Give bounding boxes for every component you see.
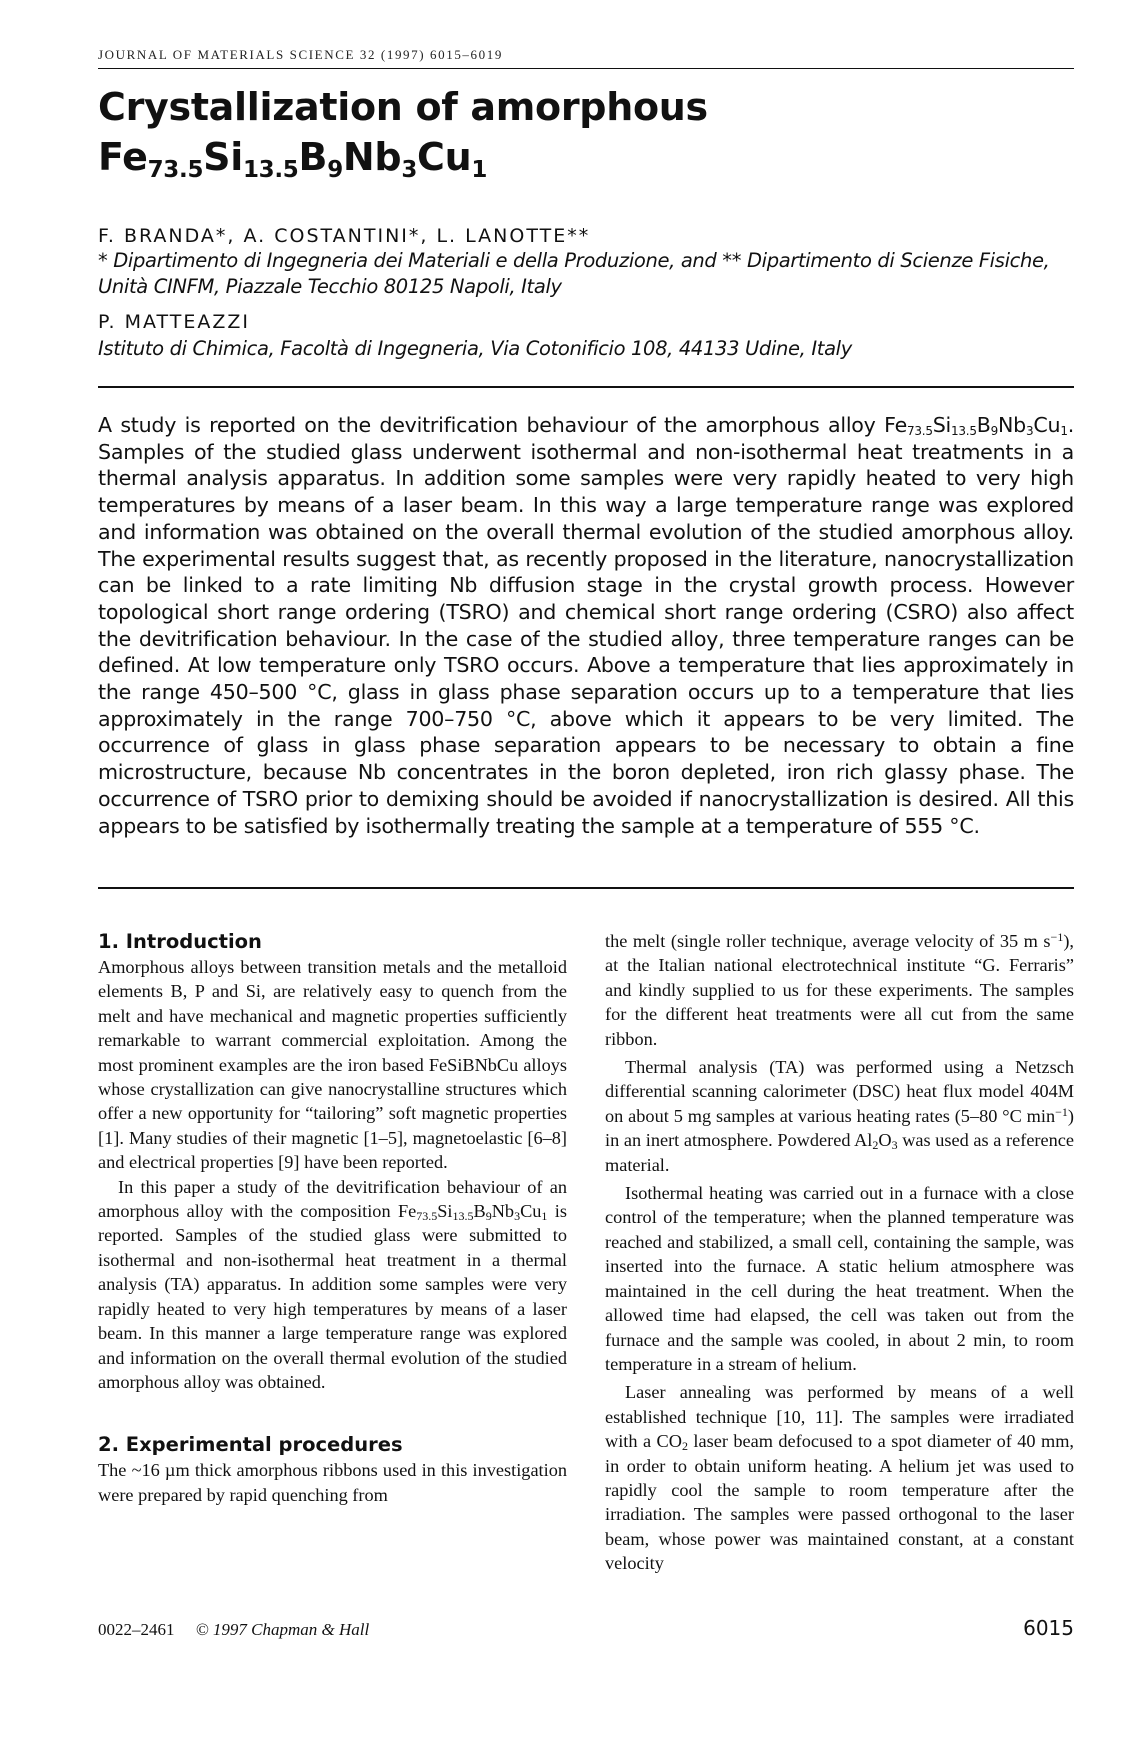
inline-formula: $Fe_{73.5}Si_{13.5}B_9Nb_3Cu_1$ [397,1201,548,1224]
paragraph: In this paper a study of the devitrification behaviour of an amorphous alloy with the composition $Fe_{73.5}Si_{13.5}B_9Nb_3Cu_1$ is reported. Samples of the studied glass were submitted to isothermal and non-isothermal heat treatment in a thermal analysis (TA) apparatus. In addition some samples were very rapidly heated to very high temperatures by means of a laser beam. In this manner a large temperature range was explored and information on the overall thermal evolution of the studied amorphous alloy was obtained. [98,1176,567,1392]
title-formula: $Fe_{73.5}Si_{13.5}B_9Nb_3Cu_1$ [98,135,488,183]
paragraph: The ~16 µm thick amorphous ribbons used in this investigation were prepared by rapid quenching from [98,1460,567,1505]
paragraph: Laser annealing was performed by means of a well established technique [10, 11]. The samples were irradiated with a $CO_2$ laser beam defocused to a spot diameter of 40 mm, in order to obtain uniform heating. A helium jet was used to rapidly cool the sample to room temperature after the irradiation. The samples were passed orthogonal to the laser beam, whose power was maintained constant, at a constant velocity [605,1382,1075,1574]
author-list-1: F. BRANDA*, A. COSTANTINI*, L. LANOTTE** [98,225,591,247]
abstract: A study is reported on the devitrification behaviour of the amorphous alloy $Fe_{73.5}Si_{13.5}B_9Nb_3Cu_1$. Samples of the studied glass underwent isothermal and non-isothermal heat treatments in a thermal analysis apparatus. In addition some samples were very rapidly heated to very high temperatures by means of a laser beam. In this way a large temperature range was explored and information was obtained on the overall thermal evolution of the studied amorphous alloy. The experimental results suggest that, as recently proposed in the literature, nanocrystallization can be linked to a rate limiting Nb diffusion stage in the crystal growth process. However topological short range ordering (TSRO) and chemical short range ordering (CSRO) also affect the devitrification behaviour. In the case of the studied alloy, three temperature ranges can be defined. At low temperature only TSRO occurs. Above a temperature that lies approximately in the range 450–500 °C, glass in glass phase separation occurs up to a temperature that lies approximately in the range 700–750 °C, above which it appears to be very limited. The occurrence of glass in glass phase separation appears to be necessary to obtain a fine microstructure, because Nb concentrates in the boron depleted, iron rich glassy phase. The occurrence of TSRO prior to demixing should be avoided if nanocrystallization is desired. All this appears to be satisfied by isothermally treating the sample at a temperature of 555 °C. [98,413,1074,838]
copyright: © 1997 Chapman & Hall [195,1620,370,1639]
running-head: JOURNAL OF MATERIALS SCIENCE 32 (1997) 6015–6019 [98,47,503,62]
abstract-bottom-rule [98,887,1074,889]
title-line-1: Crystallization of amorphous [98,85,708,129]
section-heading-introduction: 1. Introduction [98,930,262,953]
paragraph: the melt (single roller technique, average velocity of 35 m $s^{-1}$), at the Italian national electrotechnical institute “G. Ferraris” and kindly supplied to us for these experiments. The samples for the different heat treatments were all cut from the same ribbon. [605,930,1074,1049]
right-column [605,929,1074,1576]
abstract-top-rule [98,386,1074,388]
section-heading-experimental: 2. Experimental procedures [98,1433,403,1457]
left-column [98,929,567,1507]
author-list-2: P. MATTEAZZI [98,311,251,333]
affiliation-2: Istituto di Chimica, Facoltà di Ingegneria, Via Cotonificio 108, 44133 Udine, Italy [98,337,852,360]
page-number: 6015 [1023,1616,1074,1640]
paragraph: Thermal analysis (TA) was performed using a Netzsch differential scanning calorimeter (DSC) heat flux model 404M on about 5 mg samples at various heating rates (5–80 °C $\min^{-1}$) in an inert atmosphere. Powdered $Al_2O_3$ was used as a reference material. [605,1057,1075,1175]
article-title [98,82,998,182]
paragraph: Isothermal heating was carried out in a furnace with a close control of the temperature; when the planned temperature was reached and stabilized, a small cell, containing the sample, was inserted into the furnace. A static helium atmosphere was maintained in the cell during the heat treatment. When the allowed time had elapsed, the cell was taken out from the furnace and the sample was cooled, in about 2 min, to room temperature in a stream of helium. [605,1183,1074,1374]
footer-issn-copyright [98,1620,369,1640]
affiliation-1: * Dipartimento di Ingegneria dei Materiali e della Produzione, and ** Dipartimento di Scienze Fisiche, Unità CINFM, Piazzale Tecchio 80125 Napoli, Italy [98,249,1050,298]
paragraph: Amorphous alloys between transition metals and the metalloid elements B, P and Si, are relatively easy to quench from the melt and have mechanical and magnetic properties sufficiently remarkable to warrant commercial exploitation. Among the most prominent examples are the iron based FeSiBNbCu alloys whose crystallization can give nanocrystalline structures which offer a new opportunity for “tailoring” soft magnetic properties [1]. Many studies of their magnetic [1–5], magnetoelastic [6–8] and electrical properties [9] have been reported. [98,957,567,1173]
header-rule [98,68,1074,69]
abstract-formula: $Fe_{73.5}Si_{13.5}B_9Nb_3Cu_1$ [884,413,1068,438]
issn: 0022–2461 [98,1620,175,1639]
